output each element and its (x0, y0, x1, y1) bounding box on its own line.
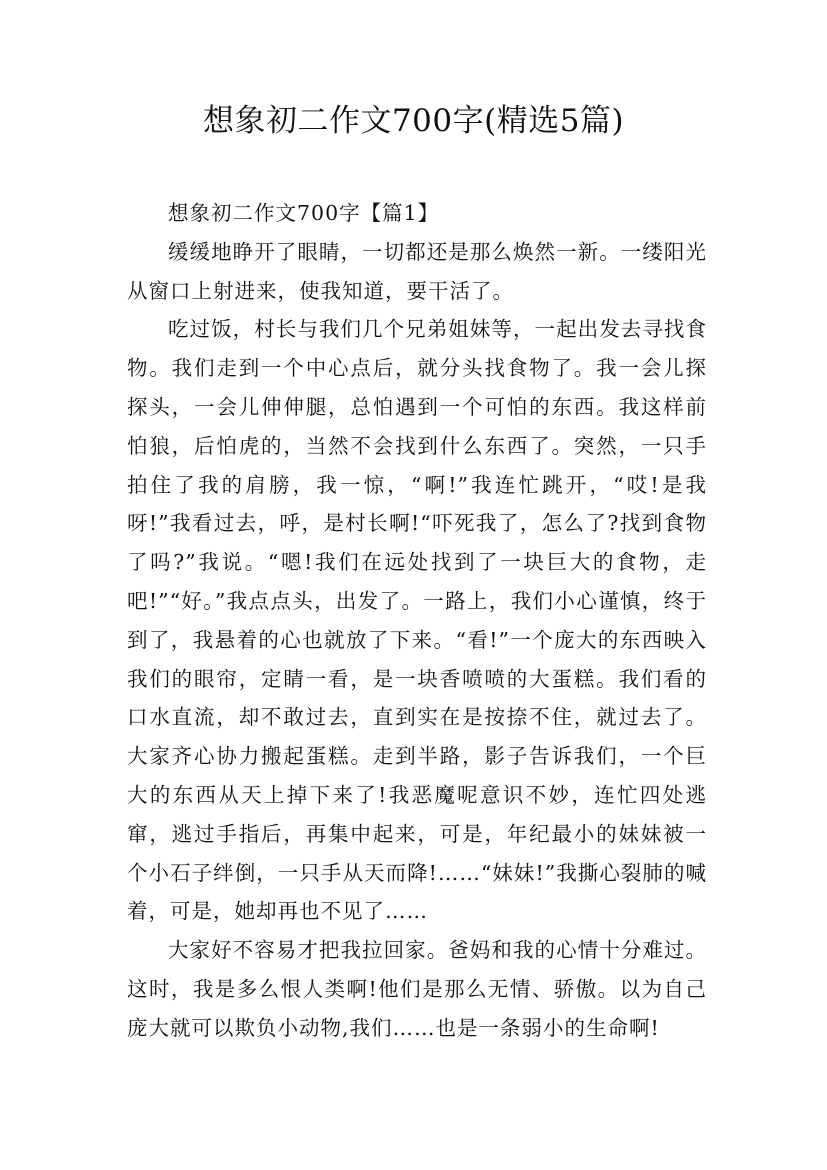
document-body (127, 194, 707, 1048)
section-heading: 想象初二作文700字【篇1】 (168, 201, 440, 225)
paragraph-3: 大家好不容易才把我拉回家。爸妈和我的心情十分难过。这时，我是多么恨人类啊!他们是那么无情、骄傲。以为自己庞大就可以欺负小动物,我们……也是一条弱小的生命啊! (127, 938, 707, 1040)
paragraph-2: 吃过饭，村长与我们几个兄弟姐妹等，一起出发去寻找食物。我们走到一个中心点后，就分头找食物了。我一会儿探探头，一会儿伸伸腿，总怕遇到一个可怕的东西。我这样前怕狼，后怕虎的，当然不会找到什么东西了。突然，一只手拍住了我的肩膀，我一惊，“啊!”我连忙跳开，“哎!是我呀!”我看过去，呼，是村长啊!“吓死我了，怎么了?找到食物了吗?”我说。“嗯!我们在远处找到了一块巨大的食物，走吧!”“好。”我点点头，出发了。一路上，我们小心谨慎，终于到了，我悬着的心也就放了下来。“看!”一个庞大的东西映入我们的眼帘，定睛一看，是一块香喷喷的大蛋糕。我们看的口水直流，却不敢过去，直到实在是按捺不住，就过去了。大家齐心协力搬起蛋糕。走到半路，影子告诉我们，一个巨大的东西从天上掉下来了!我恶魔呢意识不妙，连忙四处逃窜，逃过手指后，再集中起来，可是，年纪最小的妹妹被一个小石子绊倒，一只手从天而降!……“妹妹!”我撕心裂肺的喊着，可是，她却再也不见了…… (127, 317, 707, 924)
paragraph-1: 缓缓地睁开了眼睛，一切都还是那么焕然一新。一缕阳光从窗口上射进来，使我知道，要干活了。 (127, 239, 707, 303)
document-title: 想象初二作文700字(精选5篇) (202, 103, 625, 139)
